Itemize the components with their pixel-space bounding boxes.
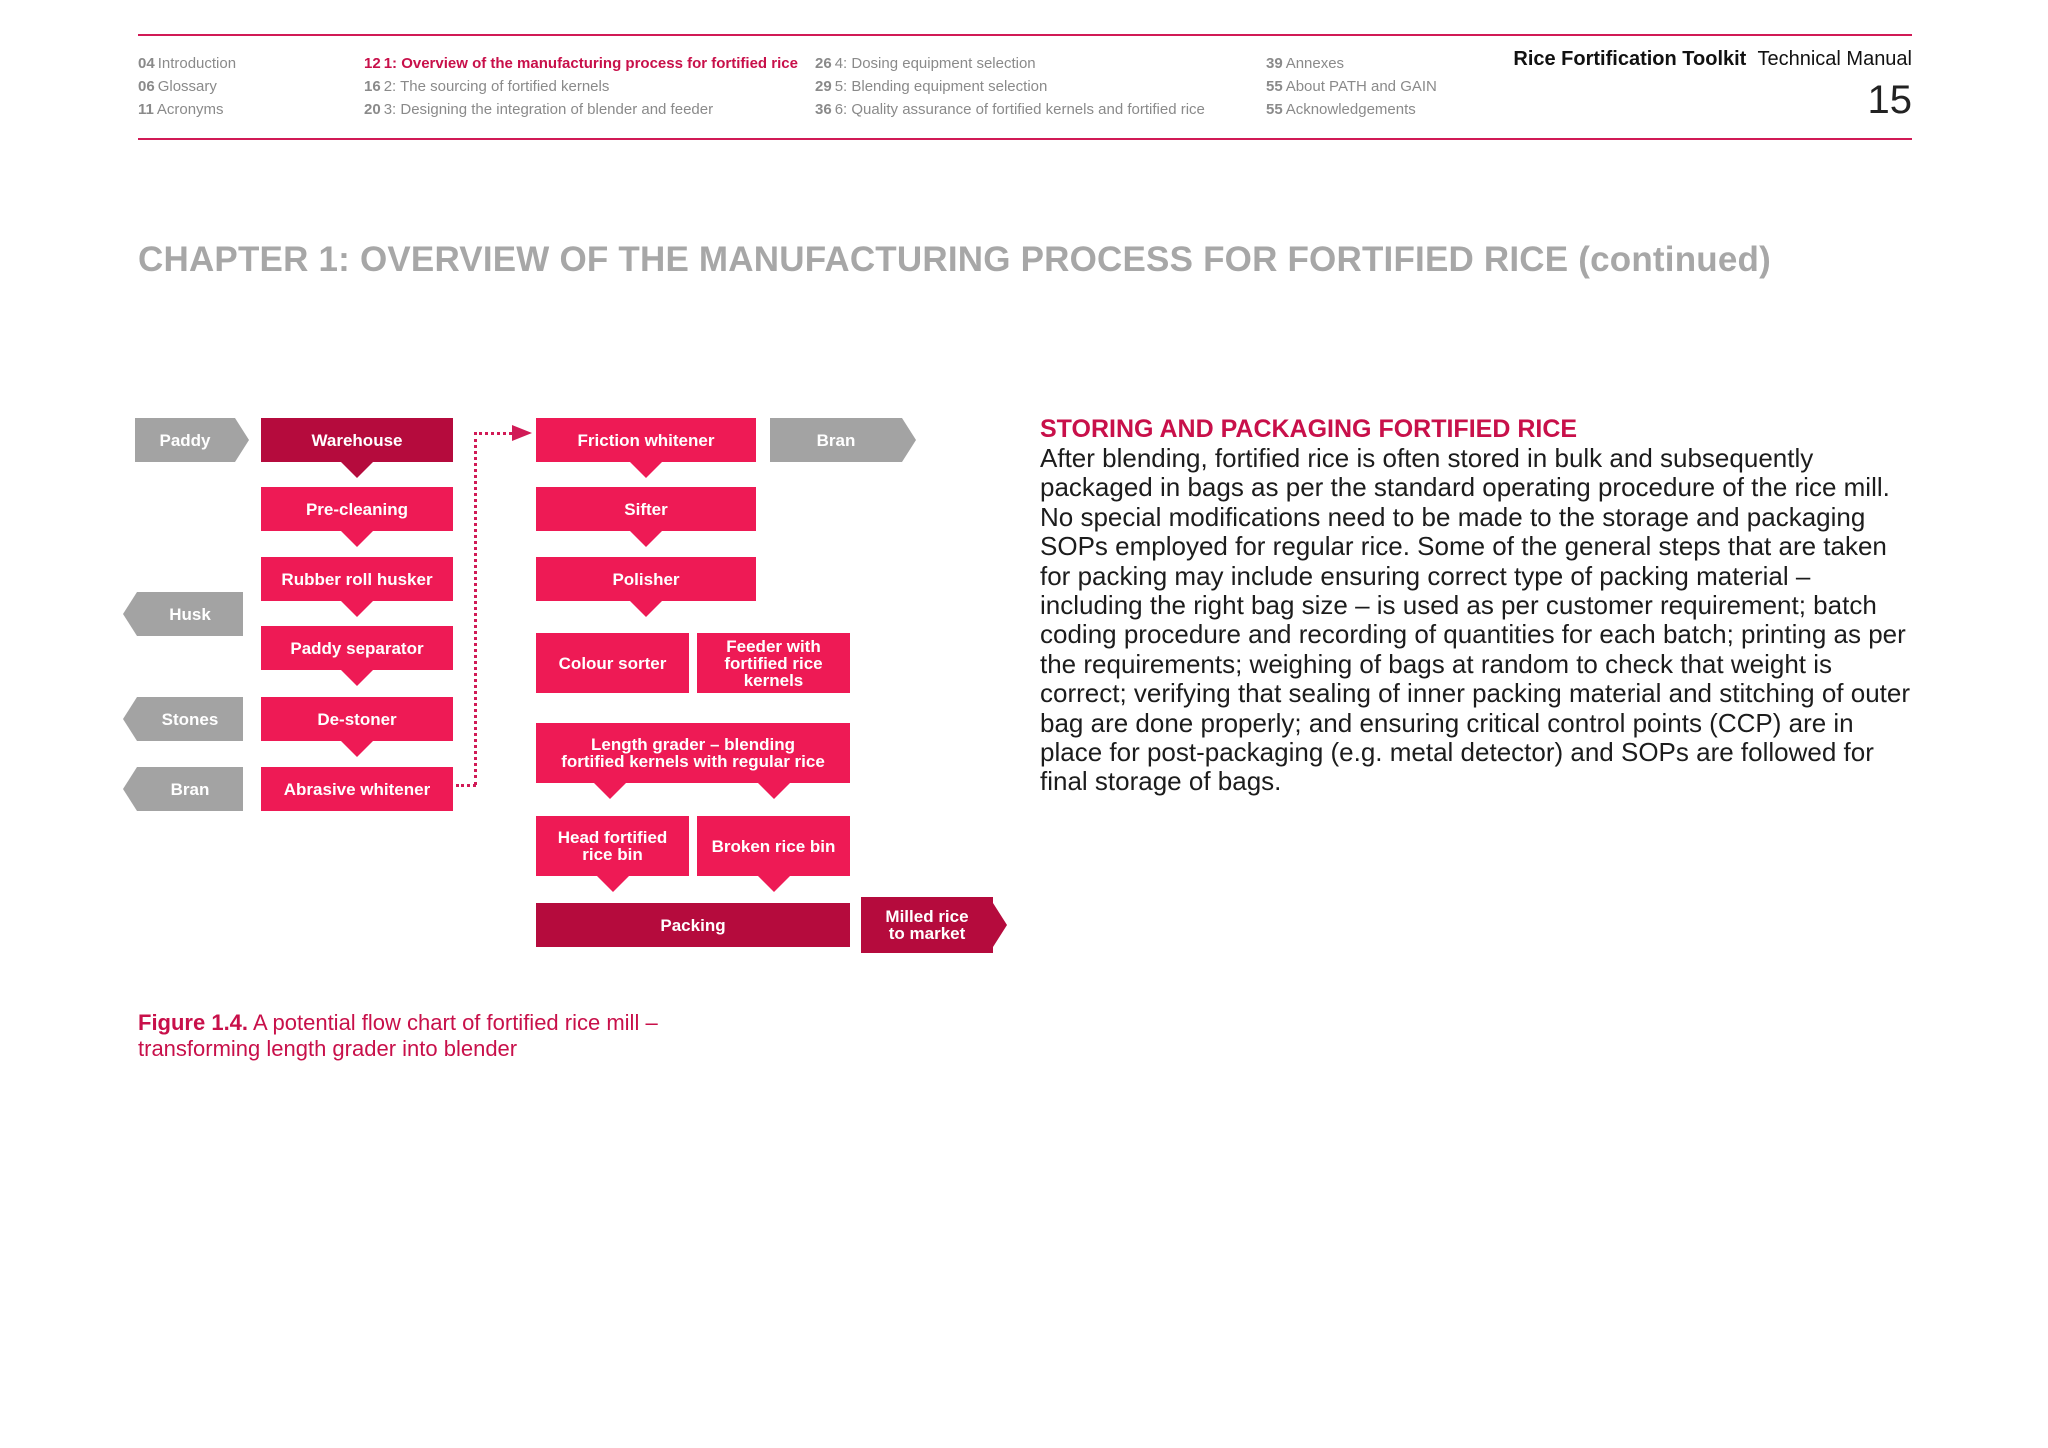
toc-link-chapter-2[interactable]: 16 2: The sourcing of fortified kernels <box>364 78 610 95</box>
flow-label: fortified kernels with regular rice <box>561 752 825 771</box>
flow-label: rice bin <box>582 845 643 864</box>
flow-label: Milled rice <box>885 907 969 926</box>
toc-column-4 <box>1266 52 1437 121</box>
flow-node-friction-whitener <box>536 418 756 462</box>
toc-link-glossary[interactable]: 06 Glossary <box>138 78 217 95</box>
section-body: After blending, fortified rice is often stored in bulk and subsequently packaged in bags as per the standard operating procedure of the rice mill. No special modifications need to be made to the storage and packaging SOPs employed for regular rice. Some of the general steps that are taken for packing may include ensuring correct type of packing material – including the right bag size – is used as per customer requirement; batch coding procedure and recording of quantities for each batch; printing as per the requirements; weighing of bags at random to check that weight is correct; verifying that sealing of inner packing material and stitching of outer bag are done properly; and ensuring critical control points (CCP) are in place for post-packaging (e.g. metal detector) and SOPs are followed for final storage of bags. <box>1040 443 1911 797</box>
toc-link-annexes[interactable]: 39 Annexes <box>1266 55 1345 72</box>
flow-label: kernels <box>743 670 804 690</box>
figure-caption-text: A potential flow chart of fortified rice mill – transforming length grader into blender <box>138 1010 658 1061</box>
flow-label: fortified rice <box>724 653 823 673</box>
flow-label: Packing <box>660 915 726 935</box>
flow-label: Feeder with <box>726 636 821 656</box>
flow-node-broken-rice-bin <box>697 816 850 876</box>
connector-dotted <box>456 784 476 787</box>
toc-link-chapter-1[interactable]: 12 1: Overview of the manufacturing process for fortified rice <box>364 55 798 72</box>
flowchart <box>0 0 1040 1000</box>
flow-node-sifter <box>536 487 756 531</box>
flow-label: Stones <box>161 709 219 729</box>
toc-link-introduction[interactable]: 04 Introduction <box>138 55 237 72</box>
flow-node-length-grader <box>536 723 850 783</box>
toc-link-chapter-5[interactable]: 29 5: Blending equipment selection <box>815 78 1048 95</box>
flow-node-paddy <box>135 418 235 462</box>
flow-label: Rubber roll husker <box>281 569 433 589</box>
flow-node-polisher <box>536 557 756 601</box>
flow-label: Paddy separator <box>290 638 424 658</box>
chapter-title: CHAPTER 1: OVERVIEW OF THE MANUFACTURING PROCESS FOR FORTIFIED RICE (continued) <box>138 240 1771 279</box>
flow-label: Bran <box>816 430 856 450</box>
flow-label: Colour sorter <box>558 653 667 673</box>
page-number: 15 <box>1867 78 1912 122</box>
toc-link-chapter-3[interactable]: 20 3: Designing the integration of blender and feeder <box>364 101 714 118</box>
figure-label: Figure 1.4. <box>138 1010 249 1035</box>
flow-node-packing <box>536 903 850 947</box>
manual-title-rest: Technical Manual <box>1757 48 1912 70</box>
flow-label: to market <box>888 924 966 943</box>
connector-dotted <box>474 432 512 435</box>
flow-label: Bran <box>170 779 210 799</box>
flow-label: Polisher <box>612 569 680 589</box>
flow-label: Husk <box>169 604 211 624</box>
flow-node-abrasive-whitener <box>261 767 453 811</box>
flow-node-bran-left <box>137 767 243 811</box>
flow-node-paddy-separator <box>261 626 453 670</box>
flow-node-bran-right <box>770 418 902 462</box>
flow-node-colour-sorter <box>536 633 689 693</box>
flow-label: Sifter <box>624 499 668 519</box>
flow-label: Pre-cleaning <box>305 499 409 519</box>
flow-label: Warehouse <box>311 430 403 450</box>
connector-dotted <box>474 432 477 785</box>
flow-label: Friction whitener <box>577 430 715 450</box>
flow-label: Head fortified <box>557 828 668 847</box>
storing-packaging-section <box>1040 414 1920 797</box>
flow-label: Abrasive whitener <box>283 779 431 799</box>
manual-title <box>1513 48 1912 71</box>
connector-arrowhead <box>512 425 532 441</box>
flow-label: De-stoner <box>317 709 397 729</box>
toc-link-acknowledgements[interactable]: 55 Acknowledgements <box>1266 101 1416 118</box>
toc-link-chapter-6[interactable]: 36 6: Quality assurance of fortified kernels and fortified rice <box>815 101 1205 118</box>
toc-link-about[interactable]: 55 About PATH and GAIN <box>1266 78 1437 95</box>
toc-link-chapter-4[interactable]: 26 4: Dosing equipment selection <box>815 55 1036 72</box>
flow-node-de-stoner <box>261 697 453 741</box>
flow-node-pre-cleaning <box>261 487 453 531</box>
flow-node-head-fortified-rice-bin <box>536 816 689 876</box>
flow-node-rubber-roll-husker <box>261 557 453 601</box>
flow-node-milled-rice-to-market <box>861 897 993 953</box>
flow-node-stones <box>137 697 243 741</box>
flow-node-husk <box>137 592 243 636</box>
flow-label: Length grader – blending <box>590 735 795 754</box>
manual-title-bold: Rice Fortification Toolkit <box>1513 48 1747 70</box>
flow-label: Paddy <box>159 430 211 450</box>
flow-node-feeder <box>697 633 850 693</box>
figure-caption <box>138 1010 738 1062</box>
section-heading: STORING AND PACKAGING FORTIFIED RICE <box>1040 415 1578 443</box>
flow-label: Broken rice bin <box>711 836 836 856</box>
flow-node-warehouse <box>261 418 453 462</box>
toc-link-acronyms[interactable]: 11 Acronyms <box>138 101 224 118</box>
